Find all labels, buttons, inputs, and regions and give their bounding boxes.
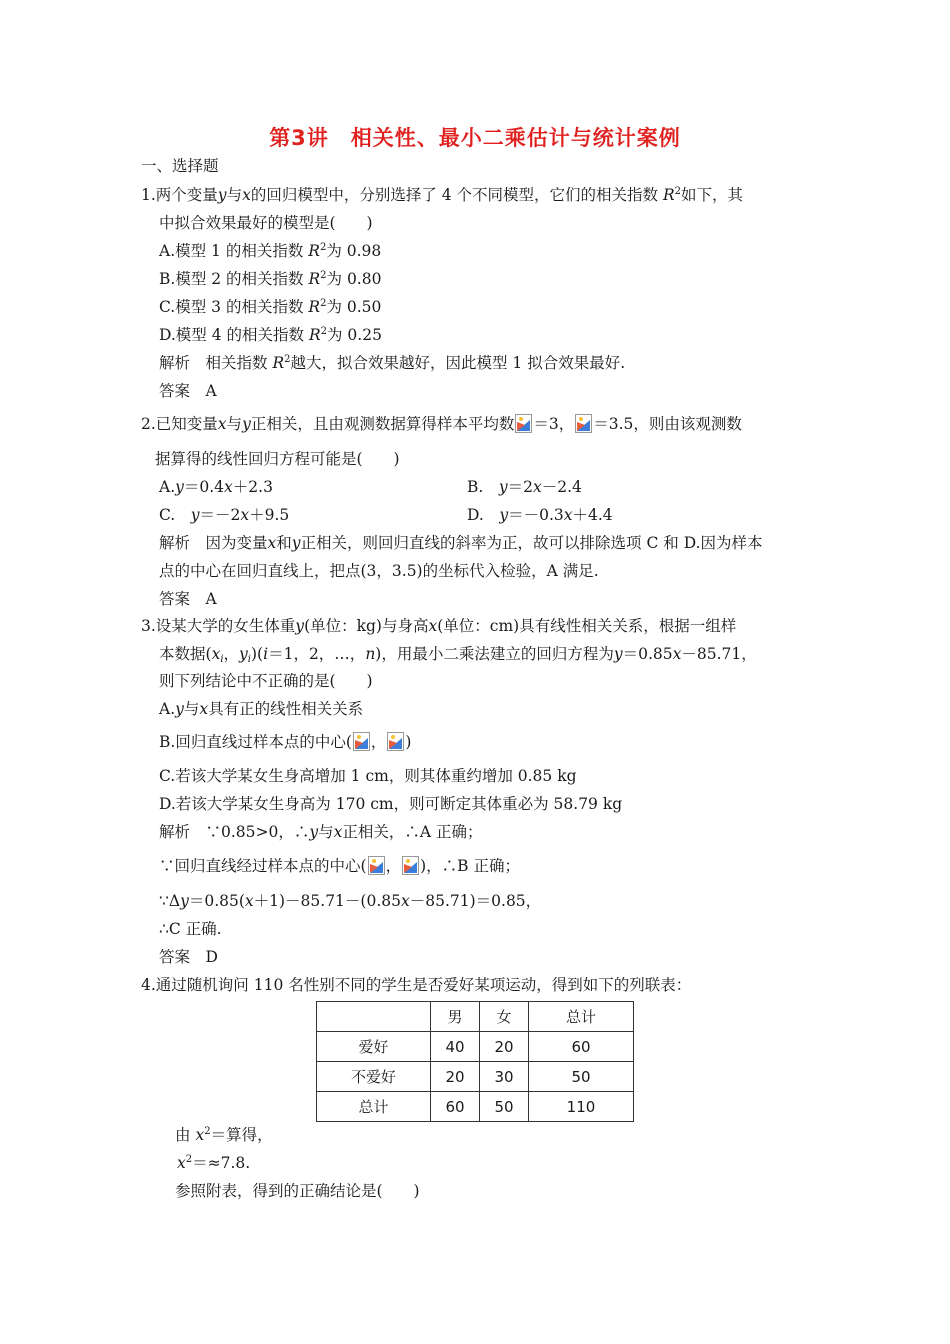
q3-stem-line3: 则下列结论中不正确的是( ) bbox=[159, 672, 373, 690]
q2-analysis-line2: 点的中心在回归直线上，把点(3，3.5)的坐标代入检验，A 满足. bbox=[159, 562, 599, 580]
table-cell: 总计 bbox=[317, 1092, 431, 1122]
q1-option-d: D.模型 4 的相关指数 $R^2$为 0.25 bbox=[159, 326, 382, 344]
q3-analysis-line1: 解析 ∵0.85>0，∴y与x正相关，∴A 正确； bbox=[159, 823, 483, 841]
q4-chi-line2: $x^2=\approx 7.8$. bbox=[177, 1154, 251, 1172]
q1-option-a: A.模型 1 的相关指数 $R^2$为 0.98 bbox=[159, 242, 382, 260]
page-title: 第3讲 相关性、最小二乘估计与统计案例 bbox=[269, 126, 681, 150]
q4-question-line: 参照附表，得到的正确结论是( ) bbox=[175, 1182, 420, 1200]
q4-chi-line1: 由 $x^2=$算得， bbox=[175, 1126, 273, 1144]
table-cell: 女 bbox=[480, 1002, 529, 1032]
table-cell: 110 bbox=[529, 1092, 634, 1122]
q1-analysis: 解析 相关指数 $R^2$越大，拟合效果越好，因此模型 1 拟合效果最好. bbox=[159, 354, 626, 372]
table-cell bbox=[317, 1002, 431, 1032]
q3-option-d: D.若该大学某女生身高为 170 cm，则可断定其体重必为 58.79 kg bbox=[159, 795, 623, 813]
q2-option-b: B. y＝2x－2.4 bbox=[467, 478, 582, 496]
table-cell: 40 bbox=[431, 1032, 480, 1062]
q2-option-a: A.y＝0.4x＋2.3 bbox=[159, 478, 273, 496]
q3-option-b: B.回归直线过样本点的中心( ， ) bbox=[159, 733, 412, 751]
q2-option-c: C. y＝－2x＋9.5 bbox=[159, 506, 290, 524]
q3-answer: 答案 D bbox=[159, 948, 218, 966]
broken-image-icon bbox=[387, 732, 404, 751]
q3-analysis-line3: ∵Δy＝0.85(x＋1)－85.71－(0.85x－85.71)＝0.85， bbox=[159, 892, 542, 910]
q1-stem-line2: 中拟合效果最好的模型是( ) bbox=[159, 214, 373, 232]
table-cell: 总计 bbox=[529, 1002, 634, 1032]
q3-option-c: C.若该大学某女生身高增加 1 cm，则其体重约增加 0.85 kg bbox=[159, 767, 577, 785]
table-cell: 50 bbox=[480, 1092, 529, 1122]
q2-stem-line2: 据算得的线性回归方程可能是( ) bbox=[155, 450, 400, 468]
table-cell: 50 bbox=[529, 1062, 634, 1092]
broken-image-icon bbox=[368, 856, 385, 875]
broken-image-icon bbox=[353, 732, 370, 751]
q3-stem-line2: 本数据($x_i$，$y_i)(i=1$，2，…，n)，用最小二乘法建立的回归方程为y＝0.85x－85.71， bbox=[159, 645, 757, 665]
q3-analysis-line2: ∵回归直线经过样本点的中心( ， )，∴B 正确； bbox=[159, 857, 520, 875]
section-heading: 一、选择题 bbox=[141, 157, 219, 175]
table-row bbox=[317, 1002, 634, 1032]
table-cell: 不爱好 bbox=[317, 1062, 431, 1092]
broken-image-icon bbox=[575, 414, 592, 433]
q1-option-b: B.模型 2 的相关指数 $R^2$为 0.80 bbox=[159, 270, 382, 288]
table-cell: 60 bbox=[529, 1032, 634, 1062]
q1-stem-line1: 1.两个变量y与x的回归模型中，分别选择了 4 个不同模型，它们的相关指数 $R^2$如下，其 bbox=[141, 186, 744, 204]
table-cell: 30 bbox=[480, 1062, 529, 1092]
broken-image-icon bbox=[515, 414, 532, 433]
q3-analysis-line4: ∴C 正确. bbox=[159, 920, 222, 938]
q2-option-d: D. y＝－0.3x＋4.4 bbox=[467, 506, 613, 524]
table-row bbox=[317, 1032, 634, 1062]
table-cell: 20 bbox=[480, 1032, 529, 1062]
table-cell: 男 bbox=[431, 1002, 480, 1032]
table-cell: 爱好 bbox=[317, 1032, 431, 1062]
table-row bbox=[317, 1062, 634, 1092]
q4-stem: 4.通过随机询问 110 名性别不同的学生是否爱好某项运动，得到如下的列联表： bbox=[141, 976, 692, 994]
q3-stem-line1: 3.设某大学的女生体重y(单位：kg)与身高x(单位：cm)具有线性相关关系，根据一组样 bbox=[141, 617, 737, 635]
q2-analysis-line1: 解析 因为变量x和y正相关，则回归直线的斜率为正，故可以排除选项 C 和 D.因为样本 bbox=[159, 534, 763, 552]
table-row bbox=[317, 1092, 634, 1122]
q2-answer: 答案 A bbox=[159, 590, 217, 608]
table-cell: 20 bbox=[431, 1062, 480, 1092]
broken-image-icon bbox=[402, 856, 419, 875]
q1-answer: 答案 A bbox=[159, 382, 217, 400]
q3-option-a: A.y与x具有正的线性相关关系 bbox=[159, 700, 364, 718]
contingency-table bbox=[316, 1001, 634, 1122]
table-cell: 60 bbox=[431, 1092, 480, 1122]
q1-option-c: C.模型 3 的相关指数 $R^2$为 0.50 bbox=[159, 298, 382, 316]
q2-stem-line1: 2.已知变量x与y正相关，且由观测数据算得样本平均数 ＝3， ＝3.5，则由该观测数 bbox=[141, 415, 742, 433]
